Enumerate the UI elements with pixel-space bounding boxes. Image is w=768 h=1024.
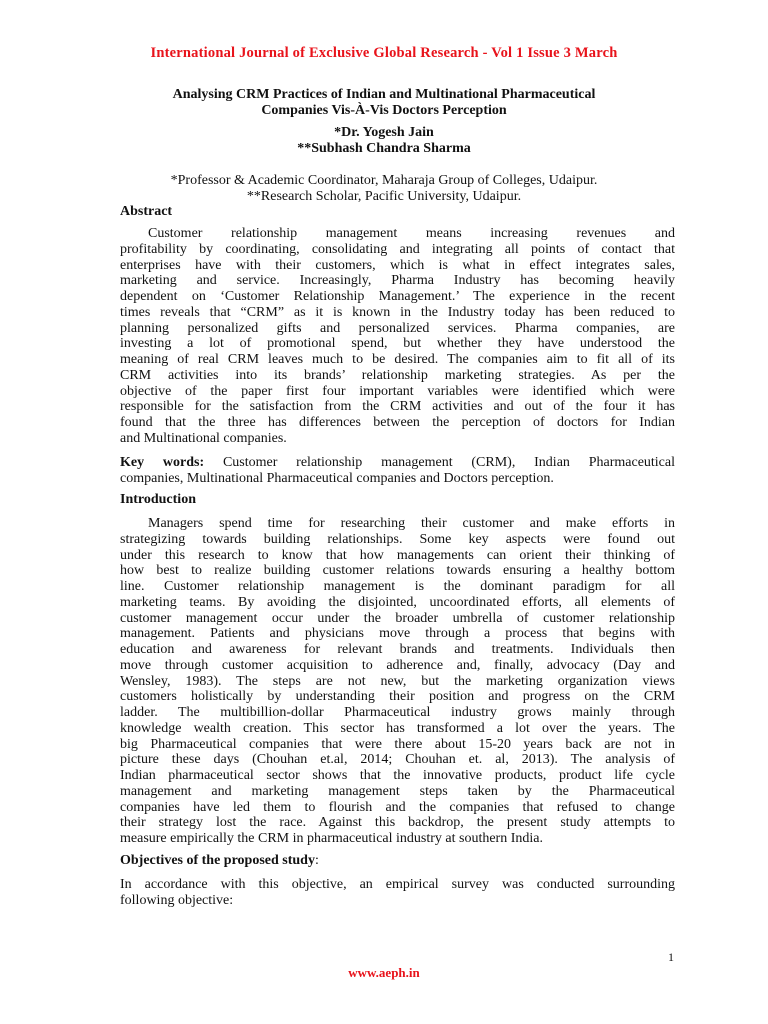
paragraph-line: In accordance with this objective, an empirical survey was conducted surrounding [120,877,675,892]
paragraph-line: Managers spend time for researching their customer and make efforts in [148,516,675,531]
paragraph-line: customer management occur under the broader umbrella of customer relationship [120,610,675,626]
paragraph-line: enterprises have with their customers, which is what in effect integrates sales, [120,257,675,273]
paragraph-line: big Pharmaceutical companies that were there about 15-20 years back are not in [120,736,675,752]
paragraph-line: how best to realize building customer relations towards ensuring a healthy bottom [120,563,675,579]
paragraph-line: customers holistically by understanding their position and progress on the CRM [120,689,675,705]
introduction-heading: Introduction [120,492,196,507]
page-number: 1 [668,950,674,964]
paragraph-line: investing a lot of promotional spend, but whether they have understood the [120,336,675,352]
affiliation: **Research Scholar, Pacific University, Udaipur. [246,189,522,204]
paragraph-line: responsible for the satisfaction from the CRM activities and out of the four it has [120,399,675,415]
paper-title [0,87,768,119]
author-name: **Subhash Chandra Sharma [297,141,471,156]
paragraph-line: planning personalized gifts and personalized services. Pharma companies, are [120,320,675,336]
abstract-heading: Abstract [120,204,173,219]
objectives-paragraph [120,877,675,909]
paragraph-line: times reveals that “CRM” as it is known in the Industry today has been reduced to [120,304,675,320]
paragraph-line: measure empirically the CRM in pharmaceutical industry at southern India. [120,831,543,846]
paragraph-line: Wensley, 1983). The steps are not new, but the marketing organization views [120,673,675,689]
paragraph-line: knowledge wealth creation. This sector has transformed a lot over the years. The [120,720,675,736]
paragraph-line: Customer relationship management means increasing revenues and [148,226,675,241]
paragraph-line: picture these days (Chouhan et.al, 2014; Chouhan et. al, 2013). The analysis of [120,752,675,768]
paragraph-line: their strategy lost the race. Against this backdrop, the present study attempts to [120,815,675,831]
paragraph-line: line. Customer relationship management is the dominant paradigm for all [120,579,675,594]
paragraph-line: under this research to know that how managements can orient their thinking of [120,547,675,563]
paragraph-line: ladder. The multibillion-dollar Pharmaceutical industry grows mainly through [120,705,675,720]
paragraph-line: dependent on ‘Customer Relationship Management.’ The experience in the recent [120,289,675,304]
paragraph-line: found that the three has differences between the perception of doctors for Indian [120,415,675,430]
title-line: Companies Vis-À-Vis Doctors Perception [261,103,507,118]
title-line: Analysing CRM Practices of Indian and Multinational Pharmaceutical [172,87,596,102]
paragraph-line: management and marketing management steps taken by the Pharmaceutical [120,783,675,799]
paragraph-line: companies have led them to flourish and the companies that refused to change [120,799,675,815]
author-name: *Dr. Yogesh Jain [334,125,434,140]
authors [0,125,768,157]
paragraph-line: education and awareness for relevant brands and treatments. Individuals then [120,642,675,657]
paragraph-line: objective of the paper first four important variables were identified which were [120,383,675,399]
paragraph-line: Indian pharmaceutical sector shows that the innovative products, product life cycle [120,768,675,783]
paragraph-line: move through customer acquisition to adherence and, finally, advocacy (Day and [120,657,675,673]
paragraph-line: CRM activities into its brands’ relationship marketing strategies. As per the [120,367,675,383]
paragraph-line: meaning of real CRM leaves much to be desired. The companies aim to fit all of its [120,352,675,367]
affiliation: *Professor & Academic Coordinator, Maharaja Group of Colleges, Udaipur. [170,173,598,188]
keywords-label: Key words: [120,455,205,470]
paragraph-line: following objective: [120,892,234,908]
keywords-line: companies, Multinational Pharmaceutical companies and Doctors perception. [120,470,554,486]
footer-url[interactable]: www.aeph.in [348,965,420,980]
paragraph-line: profitability by coordinating, consolidating and integrating all points of contact that [120,241,675,257]
journal-header: International Journal of Exclusive Global Research - Vol 1 Issue 3 March [150,45,618,61]
affiliations [0,173,768,205]
abstract-paragraph [120,226,675,447]
keywords-line: Key words: Customer relationship management (CRM), Indian Pharmaceutical [120,455,675,470]
paragraph-line: marketing and service. Increasingly, Pharma Industry has becoming heavily [120,273,675,289]
introduction-paragraph [120,516,675,847]
paragraph-line: marketing teams. By avoiding the disjointed, uncoordinated efforts, all elements of [120,594,675,610]
keywords [120,455,675,487]
objectives-heading: Objectives of the proposed study: [120,853,319,868]
paragraph-line: strategizing towards building relationships. Some key aspects were found out [120,531,675,547]
paragraph-line: and Multinational companies. [120,430,287,446]
paragraph-line: management. Patients and physicians move through a process that begins with [120,626,675,642]
